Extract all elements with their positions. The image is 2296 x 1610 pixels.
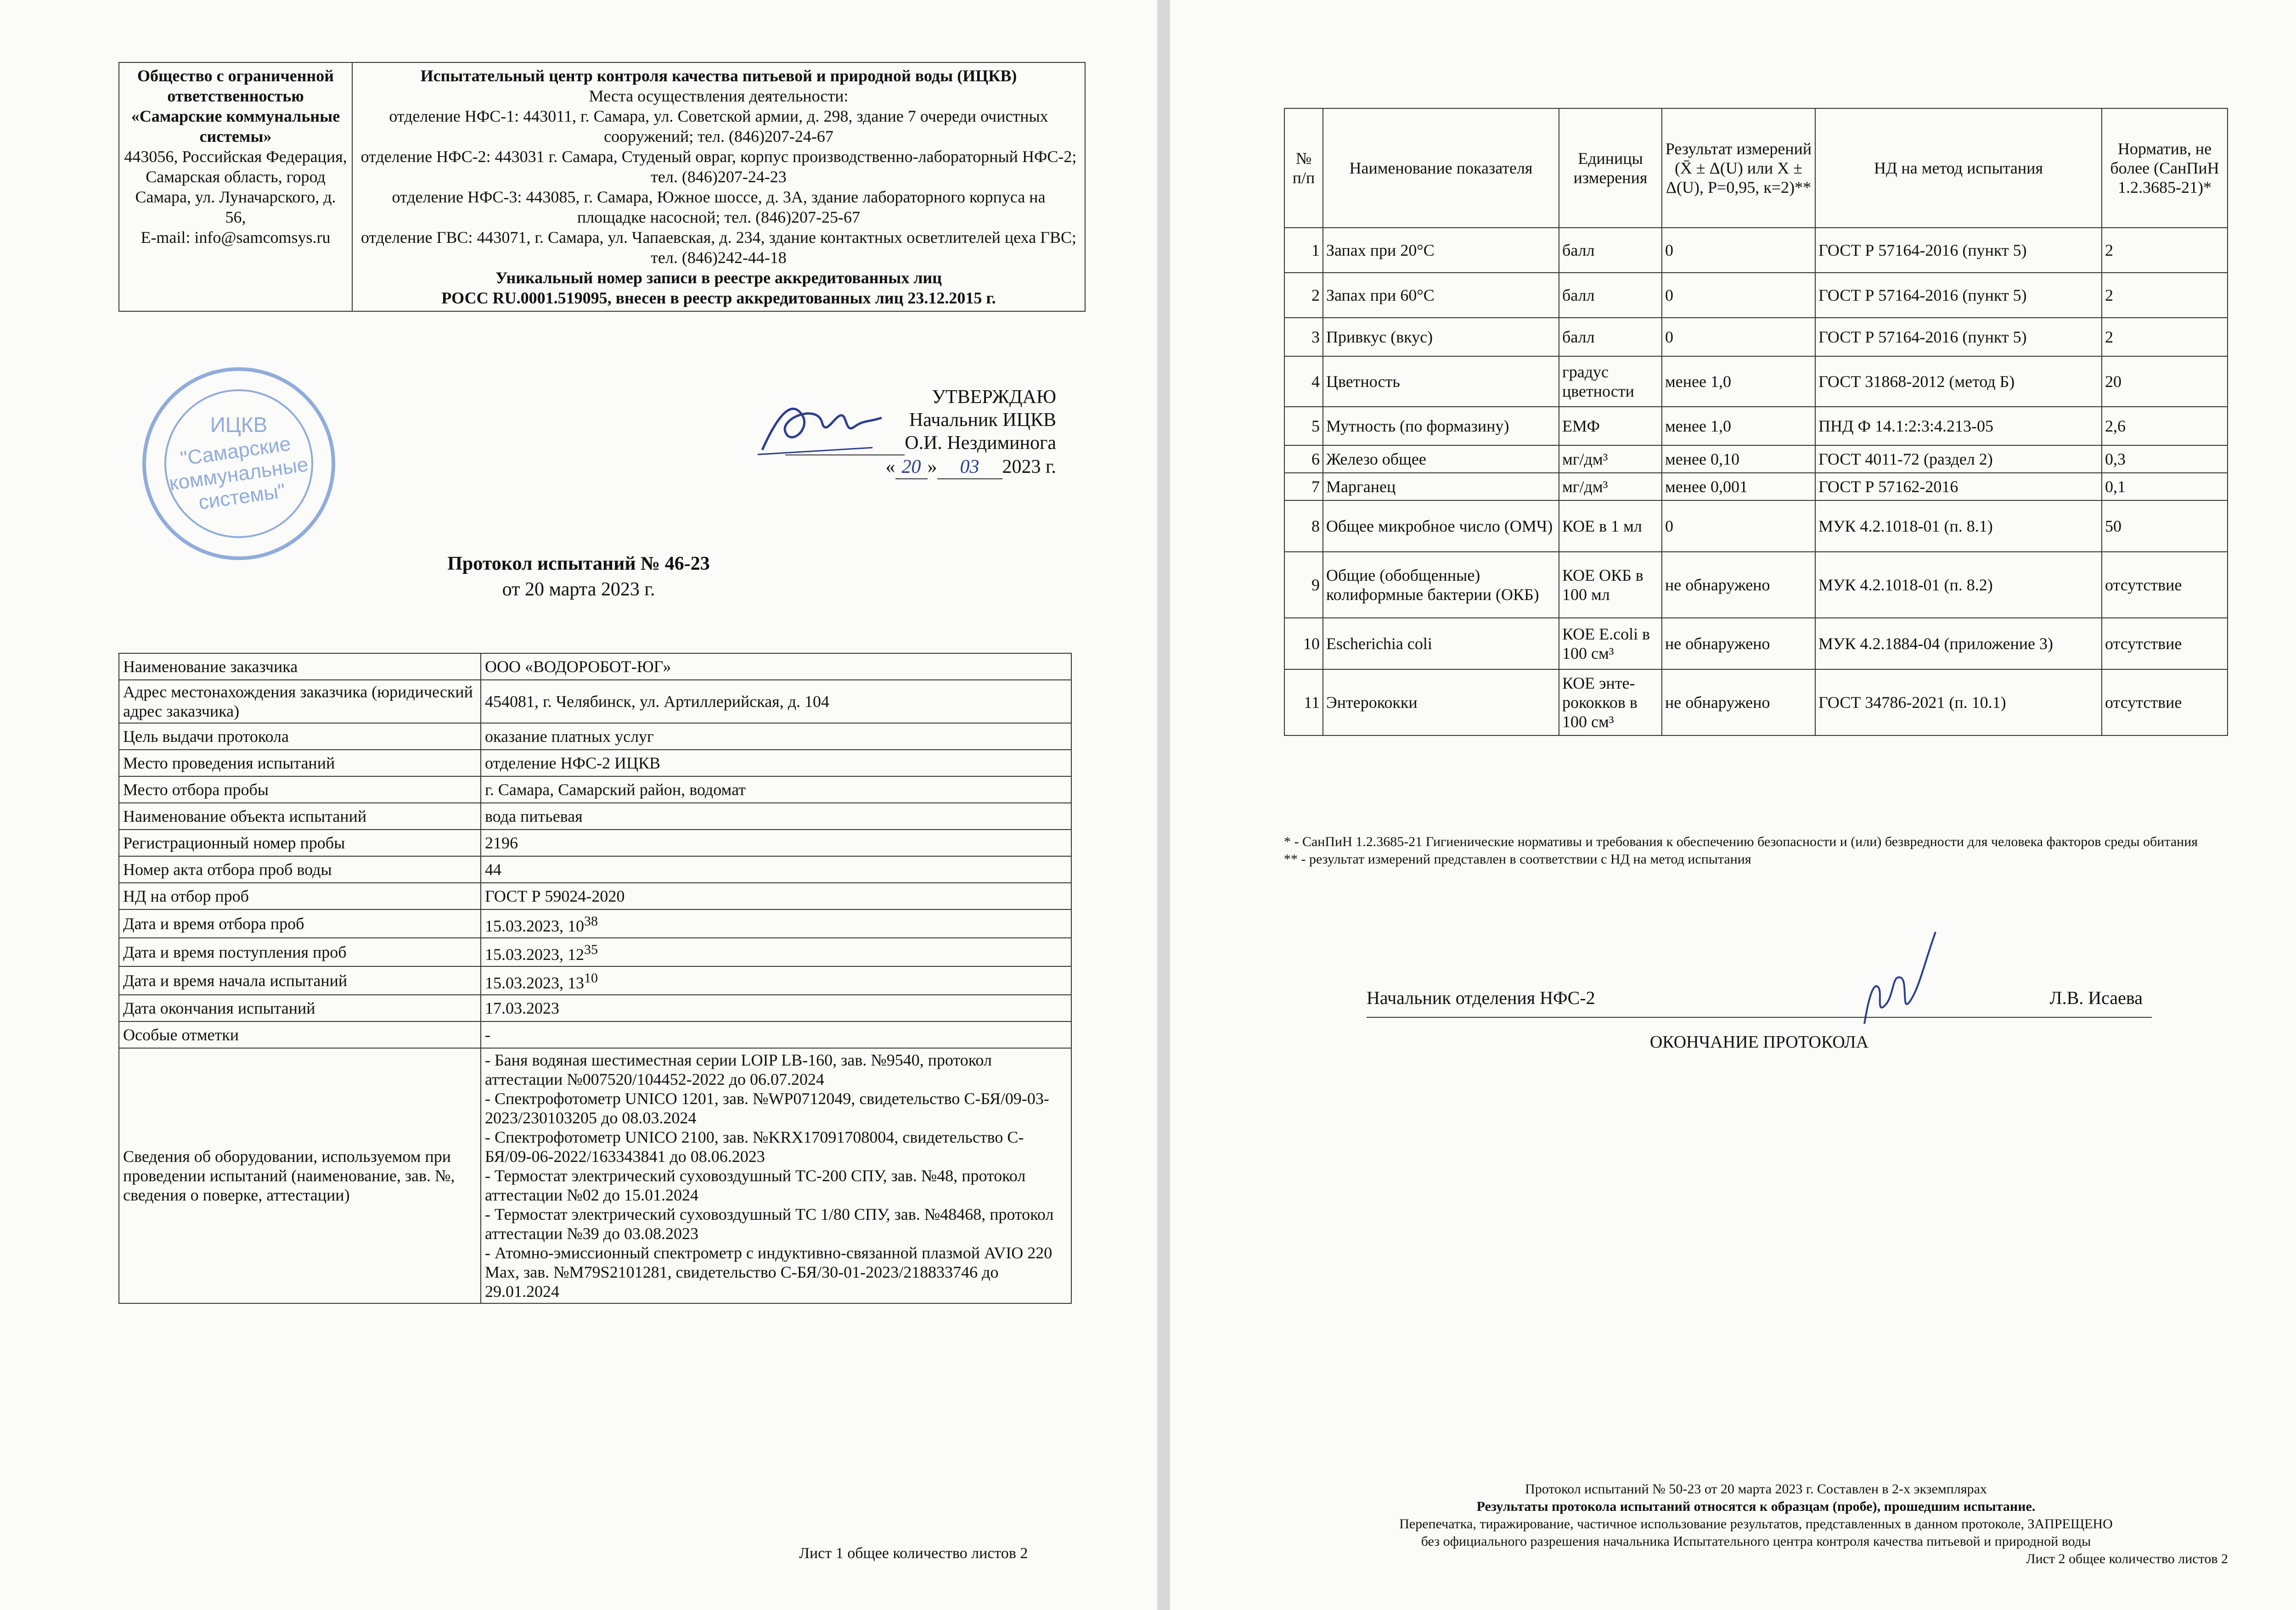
page-1-footer: Лист 1 общее количество листов 2 <box>799 1545 1028 1562</box>
registry-line-2: РОСС RU.0001.519095, внесен в реестр аккредитованных лиц 23.12.2015 г. <box>441 289 996 307</box>
time-minutes: 35 <box>584 942 598 957</box>
info-row <box>119 856 1071 883</box>
result-name: Запах при 20°С <box>1323 228 1559 273</box>
col-norm: Норматив, не более (СанПиН 1.2.3685-21)* <box>2102 108 2228 228</box>
result-unit: КОЕ в 1 мл <box>1559 500 1662 552</box>
result-norm: 0,1 <box>2102 473 2228 500</box>
result-row <box>1284 500 2228 552</box>
approver-name <box>753 432 1056 455</box>
info-value-text: вода питьевая <box>485 807 583 825</box>
equipment-line: - Атомно-эмиссионный спектрометр с индуктивно-связанной плазмой AVIO 220 Max, зав. №M79S2101281, свидетельство С-БЯ/30-01-2023/218833746 до 29.01.2024 <box>485 1244 1052 1301</box>
result-norm: 20 <box>2102 356 2228 407</box>
info-value-text: 17.03.2023 <box>485 999 559 1017</box>
info-value-text: 15.03.2023, 10 <box>485 917 584 935</box>
result-row <box>1284 473 2228 500</box>
equipment-line: - Баня водяная шестиместная серии LOIP LB-160, зав. №9540, протокол аттестации №007520/104452-2022 до 06.07.2024 <box>485 1051 992 1088</box>
signer-name: Л.В. Исаева <box>2049 987 2143 1008</box>
result-row <box>1284 669 2228 735</box>
result-res: 0 <box>1662 273 1815 318</box>
approval-block <box>753 386 1056 479</box>
result-method: ГОСТ Р 57164-2016 (пункт 5) <box>1815 228 2102 273</box>
info-value <box>481 653 1071 680</box>
info-label: Номер акта отбора проб воды <box>119 856 481 883</box>
info-label: Адрес местонахождения заказчика (юридический адрес заказчика) <box>119 680 481 723</box>
result-row <box>1284 356 2228 407</box>
result-name: Escherichia coli <box>1323 618 1559 669</box>
footer-copy-line: Перепечатка, тиражирование, частичное использование результатов, представленных в данном протоколе, ЗАПРЕЩЕНО <box>1399 1516 2113 1531</box>
info-row <box>119 830 1071 856</box>
result-name: Марганец <box>1323 473 1559 500</box>
note-result: ** - результат измерений представлен в соответствии с НД на метод испытания <box>1284 852 1751 867</box>
info-row <box>119 909 1071 938</box>
result-unit: балл <box>1559 273 1662 318</box>
info-label: Регистрационный номер пробы <box>119 830 481 856</box>
result-res: менее 0,001 <box>1662 473 1815 500</box>
info-row <box>119 723 1071 750</box>
result-row <box>1284 318 2228 356</box>
info-label: Место отбора пробы <box>119 776 481 803</box>
results-table <box>1284 108 2228 736</box>
info-value-text: ГОСТ Р 59024-2020 <box>485 887 625 905</box>
date-open-quote: « <box>885 456 895 477</box>
result-res: 0 <box>1662 228 1815 273</box>
page-2-footer <box>1284 1481 2228 1568</box>
protocol-title: Протокол испытаний № 46-23 <box>447 553 710 574</box>
col-result: Результат измерений (X̄ ± Δ(U) или X ± Δ(U), P=0,95, к=2)** <box>1662 108 1815 228</box>
registry-line-1: Уникальный номер записи в реестре аккредитованных лиц <box>495 269 942 287</box>
info-value <box>481 995 1071 1021</box>
info-value <box>481 803 1071 830</box>
result-row <box>1284 407 2228 445</box>
equipment-value <box>481 1048 1071 1303</box>
equipment-line: - Термостат электрический суховоздушный ТС 1/80 СПУ, зав. №48468, протокол аттестации №39 до 03.08.2023 <box>485 1205 1054 1243</box>
col-unit: Единицы измерения <box>1559 108 1662 228</box>
result-unit: КОЕ E.coli в 100 см³ <box>1559 618 1662 669</box>
info-value-text: ООО «ВОДОРОБОТ-ЮГ» <box>485 657 671 676</box>
result-method: МУК 4.2.1884-04 (приложение 3) <box>1815 618 2102 669</box>
info-value-text: 44 <box>485 860 501 879</box>
info-value <box>481 750 1071 776</box>
result-n: 2 <box>1284 273 1323 318</box>
info-value <box>481 856 1071 883</box>
approver-position: Начальник ИЦКВ <box>909 410 1056 431</box>
org-name: Общество с ограниченной ответственностью «Самарские коммунальные системы» <box>131 67 340 146</box>
footer-page-count: Лист 2 общее количество листов 2 <box>2026 1551 2228 1566</box>
info-value <box>481 966 1071 995</box>
result-row <box>1284 273 2228 318</box>
result-unit: КОЕ ОКБ в 100 мл <box>1559 552 1662 618</box>
info-value <box>481 1021 1071 1048</box>
places-title: Места осуществления деятельности: <box>589 87 849 105</box>
result-row <box>1284 445 2228 473</box>
result-n: 9 <box>1284 552 1323 618</box>
result-norm: 2 <box>2102 273 2228 318</box>
info-value <box>481 776 1071 803</box>
info-label: НД на отбор проб <box>119 883 481 909</box>
result-n: 10 <box>1284 618 1323 669</box>
result-norm: 2 <box>2102 228 2228 273</box>
result-unit: мг/дм³ <box>1559 473 1662 500</box>
result-name: Общие (обобщенные) колиформные бактерии (ОКБ) <box>1323 552 1559 618</box>
org-address: 443056, Российская Федерация, Самарская область, город Самара, ул. Луначарского, д. 56, <box>124 147 347 226</box>
result-row <box>1284 618 2228 669</box>
result-n: 7 <box>1284 473 1323 500</box>
result-unit: балл <box>1559 318 1662 356</box>
result-method: МУК 4.2.1018-01 (п. 8.2) <box>1815 552 2102 618</box>
date-close-quote: » <box>927 456 937 477</box>
info-label: Дата окончания испытаний <box>119 995 481 1021</box>
info-row <box>119 803 1071 830</box>
info-value-text: 15.03.2023, 13 <box>485 974 584 992</box>
result-unit: ЕМФ <box>1559 407 1662 445</box>
result-name: Цветность <box>1323 356 1559 407</box>
result-n: 1 <box>1284 228 1323 273</box>
sample-info-body <box>119 653 1071 1048</box>
result-n: 3 <box>1284 318 1323 356</box>
info-value-text: 15.03.2023, 12 <box>485 945 584 964</box>
result-unit: балл <box>1559 228 1662 273</box>
info-row <box>119 680 1071 723</box>
info-value-text: - <box>485 1026 490 1044</box>
equipment-line: - Спектрофотометр UNICO 2100, зав. №KRX17091708004, свидетельство С-БЯ/09-06-2022/163343841 до 08.06.2023 <box>485 1128 1024 1166</box>
result-name: Запах при 60°С <box>1323 273 1559 318</box>
info-row <box>119 1021 1071 1048</box>
protocol-title-block <box>0 551 1157 602</box>
center-cell <box>352 62 1085 311</box>
info-row <box>119 750 1071 776</box>
result-res: менее 1,0 <box>1662 407 1815 445</box>
result-n: 4 <box>1284 356 1323 407</box>
result-name: Привкус (вкус) <box>1323 318 1559 356</box>
result-norm: отсутствие <box>2102 618 2228 669</box>
info-value <box>481 830 1071 856</box>
footer-permission-line: без официального разрешения начальника Испытательного центра контроля качества питьевой и природной воды <box>1421 1534 2091 1549</box>
result-norm: отсутствие <box>2102 669 2228 735</box>
info-label: Дата и время поступления проб <box>119 938 481 966</box>
info-row <box>119 995 1071 1021</box>
info-row <box>119 938 1071 966</box>
result-res: не обнаружено <box>1662 618 1815 669</box>
approval-year: 2023 г. <box>1002 456 1056 477</box>
result-n: 11 <box>1284 669 1323 735</box>
branch-nfs2: отделение НФС-2: 443031 г. Самара, Студеный овраг, корпус производственно-лабораторный НФС-2; тел. (846)207-24-23 <box>360 147 1077 186</box>
result-n: 5 <box>1284 407 1323 445</box>
result-res: 0 <box>1662 500 1815 552</box>
organization-cell <box>119 62 352 311</box>
results-body <box>1284 228 2228 735</box>
result-method: ГОСТ 31868-2012 (метод Б) <box>1815 356 2102 407</box>
result-unit: градус цветности <box>1559 356 1662 407</box>
result-method: ГОСТ Р 57162-2016 <box>1815 473 2102 500</box>
result-method: ГОСТ Р 57164-2016 (пункт 5) <box>1815 318 2102 356</box>
sample-info-table <box>118 653 1072 1304</box>
protocol-end: ОКОНЧАНИЕ ПРОТОКОЛА <box>1649 1032 1869 1052</box>
info-row <box>119 776 1071 803</box>
info-label: Место проведения испытаний <box>119 750 481 776</box>
result-norm: 50 <box>2102 500 2228 552</box>
info-value-text: оказание платных услуг <box>485 727 654 746</box>
approval-month: 03 <box>937 455 1002 479</box>
info-row <box>119 966 1071 995</box>
header-table <box>118 62 1086 312</box>
result-norm: отсутствие <box>2102 552 2228 618</box>
equipment-line: - Спектрофотометр UNICO 1201, зав. №WP0712049, свидетельство С-БЯ/09-03-2023/230103205 до 08.03.2024 <box>485 1089 1049 1127</box>
info-label: Дата и время отбора проб <box>119 909 481 938</box>
info-value-text: отделение НФС-2 ИЦКВ <box>485 754 660 772</box>
info-value <box>481 723 1071 750</box>
result-res: менее 0,10 <box>1662 445 1815 473</box>
result-name: Энтерококки <box>1323 669 1559 735</box>
protocol-date: от 20 марта 2023 г. <box>502 579 655 600</box>
col-num: № п/п <box>1284 108 1323 228</box>
footer-results-line: Результаты протокола испытаний относятся к образцам (пробе), прошедшим испытание. <box>1476 1499 2036 1514</box>
info-value <box>481 938 1071 966</box>
stamp-title: ИЦКВ <box>210 413 268 437</box>
branch-nfs3: отделение НФС-3: 443085, г. Самара, Южное шоссе, д. 3А, здание лабораторного корпуса на площадке насосной; тел. (846)207-25-67 <box>392 188 1046 226</box>
info-value <box>481 909 1071 938</box>
result-norm: 0,3 <box>2102 445 2228 473</box>
center-title: Испытательный центр контроля качества питьевой и природной воды (ИЦКВ) <box>420 67 1017 85</box>
signer-line <box>1367 987 2152 1018</box>
col-name: Наименование показателя <box>1323 108 1559 228</box>
approval-heading: УТВЕРЖДАЮ <box>932 387 1056 408</box>
result-method: ГОСТ 34786-2021 (п. 10.1) <box>1815 669 2102 735</box>
info-value <box>481 883 1071 909</box>
info-label: Наименование объекта испытаний <box>119 803 481 830</box>
result-method: ПНД Ф 14.1:2:3:4.213-05 <box>1815 407 2102 445</box>
info-value-text: 2196 <box>485 834 518 852</box>
branch-gvs: отделение ГВС: 443071, г. Самара, ул. Чапаевская, д. 234, здание контактных осветлителей цеха ГВС; тел. (846)242-44-18 <box>360 228 1077 267</box>
footer-protocol-line: Протокол испытаний № 50-23 от 20 марта 2023 г. Составлен в 2-х экземплярах <box>1525 1481 1987 1497</box>
col-method: НД на метод испытания <box>1815 108 2102 228</box>
note-sanpin: * - СанПиН 1.2.3685-21 Гигиенические нормативы и требования к обеспечению безопасности и (или) безвредности для человека факторов среды обитания <box>1284 834 2198 849</box>
result-unit: мг/дм³ <box>1559 445 1662 473</box>
result-res: не обнаружено <box>1662 552 1815 618</box>
result-res: менее 1,0 <box>1662 356 1815 407</box>
result-name: Мутность (по формазину) <box>1323 407 1559 445</box>
org-email: E-mail: info@samcomsys.ru <box>141 228 331 247</box>
result-res: 0 <box>1662 318 1815 356</box>
result-method: ГОСТ 4011-72 (раздел 2) <box>1815 445 2102 473</box>
info-row <box>119 653 1071 680</box>
info-label: Наименование заказчика <box>119 653 481 680</box>
notes <box>1284 833 2228 868</box>
result-row <box>1284 228 2228 273</box>
result-row <box>1284 552 2228 618</box>
info-label: Цель выдачи протокола <box>119 723 481 750</box>
result-unit: КОЕ энте-рококков в 100 см³ <box>1559 669 1662 735</box>
result-n: 8 <box>1284 500 1323 552</box>
approver-name-text: О.И. Нездиминога <box>905 432 1056 454</box>
result-method: МУК 4.2.1018-01 (п. 8.1) <box>1815 500 2102 552</box>
info-value-text: 454081, г. Челябинск, ул. Артиллерийская, д. 104 <box>485 692 830 711</box>
result-res: не обнаружено <box>1662 669 1815 735</box>
branch-nfs1: отделение НФС-1: 443011, г. Самара, ул. Советской армии, д. 298, здание 7 очереди очистных сооружений; тел. (846)207-24-67 <box>389 107 1048 146</box>
approval-day: 20 <box>895 455 928 479</box>
time-minutes: 10 <box>584 970 598 986</box>
result-n: 6 <box>1284 445 1323 473</box>
signer-title: Начальник отделения НФС-2 <box>1367 987 1595 1008</box>
result-name: Железо общее <box>1323 445 1559 473</box>
info-value <box>481 680 1071 723</box>
info-row <box>119 883 1071 909</box>
info-label: Особые отметки <box>119 1021 481 1048</box>
info-label: Дата и время начала испытаний <box>119 966 481 995</box>
result-norm: 2,6 <box>2102 407 2228 445</box>
approval-date <box>753 455 1056 479</box>
time-minutes: 38 <box>584 914 598 929</box>
result-name: Общее микробное число (ОМЧ) <box>1323 500 1559 552</box>
result-norm: 2 <box>2102 318 2228 356</box>
equipment-line: - Термостат электрический суховоздушный ТС-200 СПУ, зав. №48, протокол аттестации №02 до 15.01.2024 <box>485 1167 1026 1204</box>
info-value-text: г. Самара, Самарский район, водомат <box>485 780 746 799</box>
equipment-label: Сведения об оборудовании, используемом при проведении испытаний (наименование, зав. №, сведения о поверке, аттестации) <box>119 1048 481 1303</box>
result-method: ГОСТ Р 57164-2016 (пункт 5) <box>1815 273 2102 318</box>
organization-stamp <box>142 367 335 560</box>
stamp-text: "Самарские коммунальные системы" <box>168 432 310 514</box>
